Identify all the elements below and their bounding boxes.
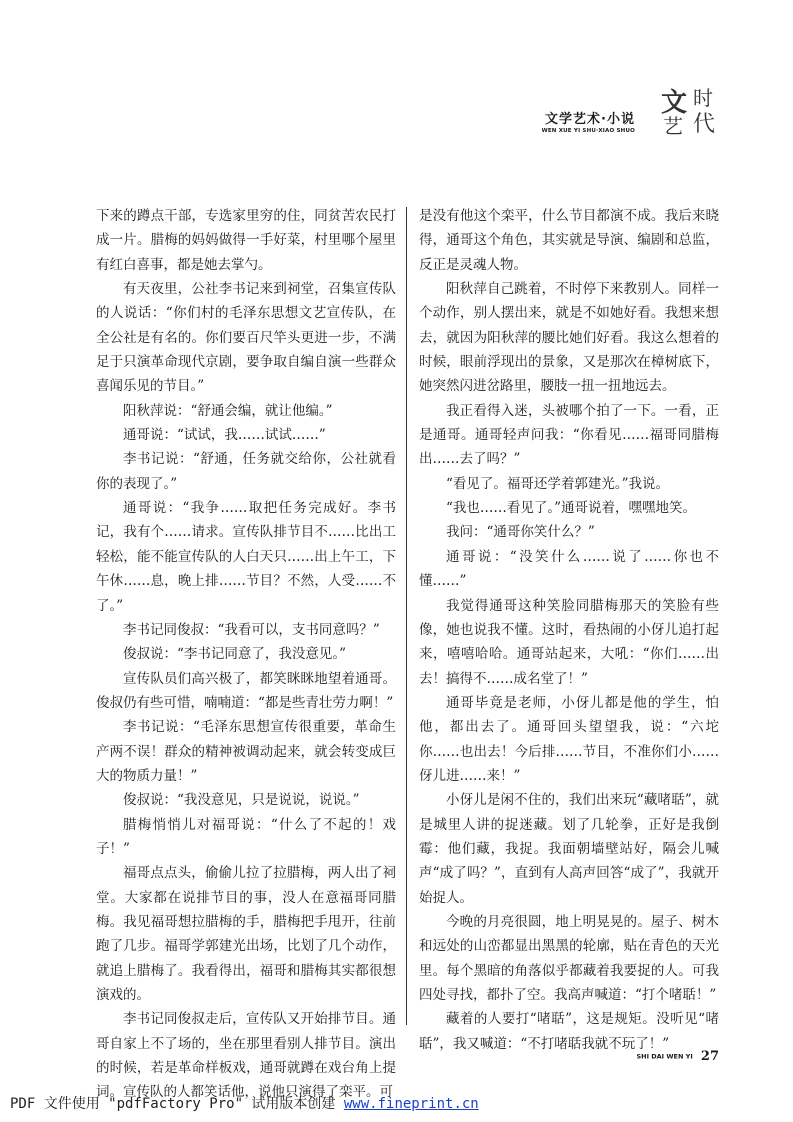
paragraph: 俊叔说：“李书记同意了，我没意见。” — [123, 646, 347, 663]
paragraph: 我正看得入迷，头被哪个拍了一下。一看，正是通哥。通哥轻声问我：“你看见……福哥同腊梅出……去了吗？” — [419, 402, 719, 468]
paragraph: 通哥说：“没笑什么……说了……你也不懂……” — [419, 548, 719, 590]
paragraph: 小伢儿是闲不住的，我们出来玩“藏啫聒”，就是城里人讲的捉迷藏。划了几轮拳，正好是我倒霉：他们藏，我捉。我面朝墙壁站好，隔会儿喊声“成了吗？”，直到有人高声回答“成了”，我就开始捉人。 — [419, 792, 719, 906]
section-pinyin: WEN XUE YI SHU·XIAO SHUO — [541, 128, 635, 134]
logo-char: 时 — [693, 86, 713, 110]
logo-char: 文 — [661, 88, 688, 118]
paragraph: 藏着的人要打“啫聒”，这是规矩。没听见“啫聒”，我又喊道：“不打啫聒我就不玩了！” — [419, 1011, 719, 1052]
page-footer — [636, 1046, 719, 1065]
paragraph: 是没有他这个栾平，什么节目都演不成。我后来晓得，通哥这个角色，其实就是导演、编剧和总监，反正是灵魂人物。 — [419, 208, 719, 273]
paragraph: 李书记同俊叔：“我看可以，支书同意吗？” — [123, 621, 380, 638]
paragraph: 下来的蹲点干部，专选家里穷的住，同贫苦农民打成一片。腊梅的妈妈做得一手好菜，村里哪个屋里有红白喜事，都是她去掌勺。 — [96, 208, 396, 273]
logo-char: 代 — [693, 112, 716, 137]
paragraph: 阳秋萍说：“舒通会编，就让他编。” — [123, 402, 333, 419]
paragraph: 今晚的月亮很圆，地上明晃晃的。屋子、树木和远处的山峦都显出黑黑的轮廓，贴在青色的天光里。每个黑暗的角落似乎都藏着我要捉的人。可我四处寻找，都扑了空。我高声喊道：“打个啫聒！” — [419, 913, 719, 1003]
paragraph: 有天夜里，公社李书记来到祠堂，召集宣传队的人说话：“你们村的毛泽东思想文艺宣传队，在全公社是有名的。你们要百尺竿头更进一步，不满足于只演革命现代京剧，要争取自编自演一些群众喜闻乐见的节目。” — [96, 281, 396, 395]
logo-char: 艺 — [663, 114, 683, 138]
paragraph: 我问：“通哥你笑什么？” — [446, 524, 595, 541]
paragraph: 腊梅悄悄儿对福哥说：“什么了不起的！戏子！” — [96, 816, 396, 857]
magazine-logo — [659, 88, 723, 142]
paragraph: 福哥点点头，偷偷儿拉了拉腊梅，两人出了祠堂。大家都在说排节目的事，没人在意福哥同腊梅。我见福哥想拉腊梅的手，腊梅把手甩开，往前跑了几步。福哥学郭建光出场，比划了几个动作，就追上腊梅了。我看得出，福哥和腊梅其实都很想演戏的。 — [96, 865, 396, 1003]
page-number: 27 — [700, 1049, 719, 1064]
paragraph: 通哥说：“试试，我……试试……” — [123, 427, 326, 444]
page-header — [523, 88, 723, 148]
paragraph: 李书记同俊叔走后，宣传队又开始排节目。通哥自家上不了场的，坐在那里看别人排节目。演出的时候，若是革命样板戏，通哥就蹲在戏台角上提词。宣传队的人都笑话他，说他只演得了栾平。可 — [96, 1011, 396, 1101]
footer-magazine-name: SHI DAI WEN YI — [636, 1052, 693, 1061]
paragraph: 李书记说：“毛泽东思想宣传很重要，革命生产两不误！群众的精神被调动起来，就会转变成巨大的物质力量！” — [96, 719, 396, 784]
article-column-left — [96, 204, 396, 1105]
section-title: 文学艺术·小说 — [545, 112, 635, 127]
paragraph: 通哥说：“我争……取把任务完成好。李书记，我有个……请求。宣传队排节目不……比出工轻松，能不能宣传队的人白天只……出上午工，下午休……息，晚上排……节目？不然，人受……不了。” — [96, 500, 396, 614]
pdf-watermark — [10, 1093, 479, 1113]
paragraph: “我也……看见了。”通哥说着，嘿嘿地笑。 — [446, 500, 697, 517]
paragraph: 俊叔说：“我没意见，只是说说，说说。” — [123, 792, 360, 809]
column-divider — [406, 207, 407, 1025]
paragraph: 李书记说：“舒通，任务就交给你，公社就看你的表现了。” — [96, 451, 396, 492]
watermark-link[interactable]: www.fineprint.cn — [343, 1096, 479, 1112]
paragraph: “看见了。福哥还学着郭建光。”我说。 — [446, 475, 670, 492]
article-column-right — [419, 204, 719, 1056]
paragraph: 宣传队员们高兴极了，都笑眯眯地望着通哥。俊叔仍有些可惜，喃喃道：“都是些青壮劳力啊！” — [96, 670, 396, 711]
paragraph: 通哥毕竟是老师，小伢儿都是他的学生，怕他，都出去了。通哥回头望望我，说：“六坨你……也出去！今后排……节目，不准你们小……伢儿进……来！” — [419, 694, 719, 784]
paragraph: 阳秋萍自己跳着，不时停下来教别人。同样一个动作，别人摆出来，就是不如她好看。我想来想去，就因为阳秋萍的腰比她们好看。我这么想着的时候，眼前浮现出的景象，又是那次在樟树底下，她突然闪进岔路里，腰肢一扭一扭地远去。 — [419, 281, 719, 395]
watermark-text: PDF 文件使用 "pdfFactory Pro" 试用版本创建 — [10, 1096, 344, 1112]
paragraph: 我觉得通哥这种笑脸同腊梅那天的笑脸有些像，她也说我不懂。这时，看热闹的小伢儿追打起来，嘻嘻哈哈。通哥站起来，大吼：“你们……出去！搞得不……成名堂了！” — [419, 597, 719, 687]
